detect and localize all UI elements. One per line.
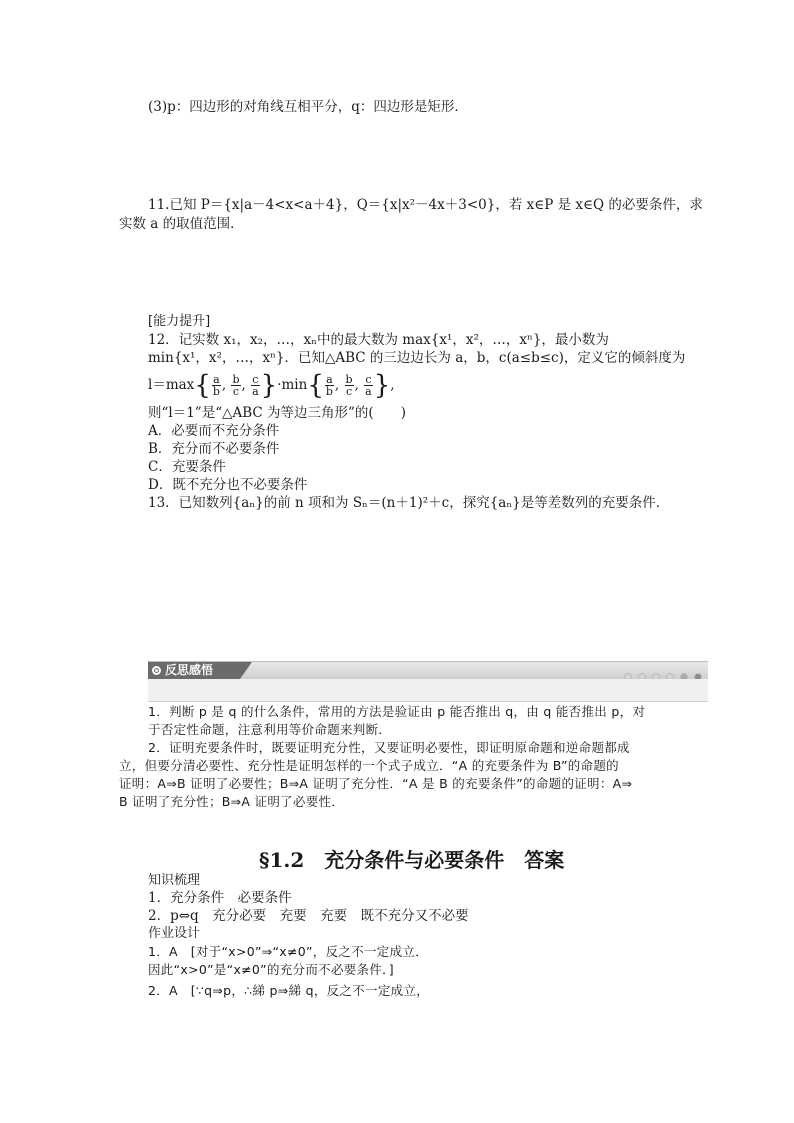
frac-2-num: b: [232, 373, 240, 386]
frac-3-num: c: [252, 373, 259, 386]
frac-4-den: b: [325, 385, 333, 398]
option-a: A．必要而不充分条件: [148, 423, 280, 439]
reflection-line-4: 立，但要分清必要性、充分性是证明怎样的一个式子成立．“A 的充要条件为 B”的命题的: [119, 758, 619, 773]
reflection-line-5: 证明：A⇒B 证明了必要性；B⇒A 证明了充分性．“A 是 B 的充要条件”的命题的证明：A⇒: [119, 776, 633, 791]
question-11-line-2: 实数 a 的取值范围．: [119, 216, 244, 232]
formula-mid: ·min: [277, 377, 308, 393]
frac-3-den: a: [252, 385, 259, 398]
option-b: B．充分而不必要条件: [148, 441, 280, 457]
reflection-line-2: 于否定性命题，注意利用等价命题来判断．: [148, 722, 392, 737]
question-10-part-3: (3)p：四边形的对角线互相平分，q：四边形是矩形．: [148, 99, 468, 115]
homework-heading: 作业设计: [148, 926, 201, 941]
frac-6-num: c: [365, 373, 372, 386]
reflection-banner: [148, 661, 708, 679]
frac-5-den: c: [345, 385, 353, 398]
homework-2: 2．A [∵q⇒p，∴綈 p⇒綈 q，反之不一定成立，: [148, 983, 430, 998]
frac-4-num: a: [326, 373, 333, 386]
frac-1-den: b: [212, 385, 220, 398]
question-12-line-1: 12．记实数 x₁，x₂，…，xₙ中的最大数为 max{x¹，x²，…，xⁿ}，最小数为: [148, 332, 609, 348]
reflection-line-6: B 证明了充分性；B⇒A 证明了必要性．: [119, 794, 345, 809]
question-12-formula: l＝max{ $\frac{a}{b}$ , $\frac{b}{c}$ , $\frac{c}{a}$ }·min{ $\frac{a}{b}$ , $\frac{b}{c}$ , $\frac{c}{a}$ },: [148, 370, 395, 401]
reflection-line-1: 1．判断 p 是 q 的什么条件，常用的方法是验证由 p 能否推出 q，由 q 能否推出 p，对: [148, 704, 646, 719]
question-12-line-4: 则“l＝1”是“△ABC 为等边三角形”的( ): [148, 405, 406, 421]
formula-lhs: l＝max: [148, 377, 195, 393]
question-11-line-1: 11.已知 P＝{x|a－4<x<a＋4}，Q＝{x|x²－4x＋3<0}，若 x∈P 是 x∈Q 的必要条件，求: [148, 197, 703, 213]
knowledge-1: 1．充分条件 必要条件: [148, 890, 292, 906]
reflection-tag: [148, 662, 240, 679]
reflection-tag-label: 反思感悟: [165, 663, 214, 677]
knowledge-2: 2．p⇔q 充分必要 充要 充要 既不充分又不必要: [148, 908, 469, 924]
frac-6-den: a: [365, 385, 372, 398]
reflection-line-3: 2．证明充要条件时，既要证明充分性，又要证明必要性，即证明原命题和逆命题都成: [148, 740, 630, 755]
question-12-line-2: min{x¹，x²，…，xⁿ}．已知△ABC 的三边边长为 a，b，c(a≤b≤c)，定义它的倾斜度为: [148, 350, 686, 366]
reflection-banner-underlay: [148, 679, 708, 702]
frac-1-num: a: [213, 373, 220, 386]
homework-1-line-1: 1．A [对于“x>0”⇒“x≠0”，反之不一定成立．: [148, 944, 429, 959]
target-icon: [152, 666, 161, 675]
answer-title: §1.2 充分条件与必要条件 答案: [259, 848, 565, 872]
frac-2-den: c: [232, 385, 240, 398]
knowledge-heading: 知识梳理: [148, 873, 201, 888]
question-13: 13．已知数列{aₙ}的前 n 项和为 Sₙ＝(n＋1)²＋c，探究{aₙ}是等差数列的充要条件．: [148, 495, 670, 511]
homework-1-line-2: 因此“x>0”是“x≠0”的充分而不必要条件．]: [148, 962, 394, 977]
option-d: D．既不充分也不必要条件: [148, 477, 308, 493]
option-c: C．充要条件: [148, 459, 226, 475]
frac-5-num: b: [345, 373, 353, 386]
section-ability-heading: [能力提升]: [148, 314, 211, 329]
